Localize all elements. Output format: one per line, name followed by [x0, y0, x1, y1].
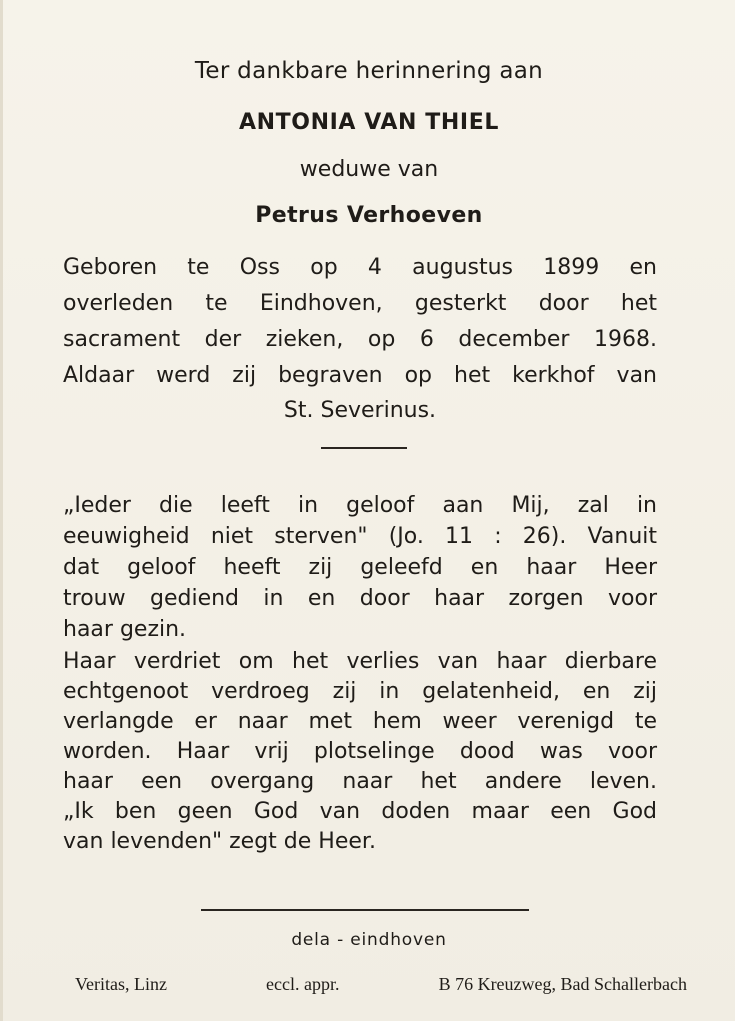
text-line: sacrament der zieken, op 6 december 1968.: [63, 327, 657, 352]
relation-text: weduwe van: [299, 157, 439, 182]
text-line: dat geloof heeft zij geleefd en haar Heer: [63, 555, 657, 580]
text-line: overleden te Eindhoven, gesterkt door het: [63, 291, 657, 316]
text-line: Aldaar werd zij begraven op het kerkhof van: [63, 363, 657, 388]
text-line: van levenden" zegt de Heer.: [63, 829, 376, 854]
text-line: echtgenoot verdroeg zij in gelatenheid, en zij: [63, 679, 657, 704]
divider-short: [321, 447, 407, 449]
burial-place: St. Severinus.: [283, 398, 437, 423]
text-line: haar gezin.: [63, 617, 187, 642]
footer-approval: eccl. appr.: [266, 974, 340, 994]
footer-catalog: B 76 Kreuzweg, Bad Schallerbach: [438, 974, 687, 994]
printer-text: dela - eindhoven: [291, 930, 447, 950]
text-line: haar een overgang naar het andere leven.: [63, 769, 657, 794]
text-line: worden. Haar vrij plotselinge dood was voor: [63, 739, 657, 764]
text-line: Haar verdriet om het verlies van haar dierbare: [63, 649, 657, 674]
spouse-name: Petrus Verhoeven: [255, 203, 483, 228]
footer: [75, 974, 687, 995]
intro-text: Ter dankbare herinnering aan: [194, 58, 544, 84]
text-line: „Ieder die leeft in geloof aan Mij, zal in: [63, 493, 657, 518]
closing-paragraph: [63, 647, 657, 857]
text-line: Geboren te Oss op 4 augustus 1899 en: [63, 255, 657, 280]
text-line: verlangde er naar met hem weer verenigd te: [63, 709, 657, 734]
biography-paragraph: [63, 250, 657, 394]
footer-publisher: Veritas, Linz: [75, 974, 167, 994]
text-line: eeuwigheid niet sterven" (Jo. 11 : 26). Vanuit: [63, 524, 657, 549]
quote-paragraph: [63, 490, 657, 645]
text-line: „Ik ben geen God van doden maar een God: [63, 799, 657, 824]
divider-long: [201, 909, 529, 911]
deceased-name: ANTONIA VAN THIEL: [239, 110, 499, 135]
text-line: trouw gediend in en door haar zorgen voor: [63, 586, 657, 611]
